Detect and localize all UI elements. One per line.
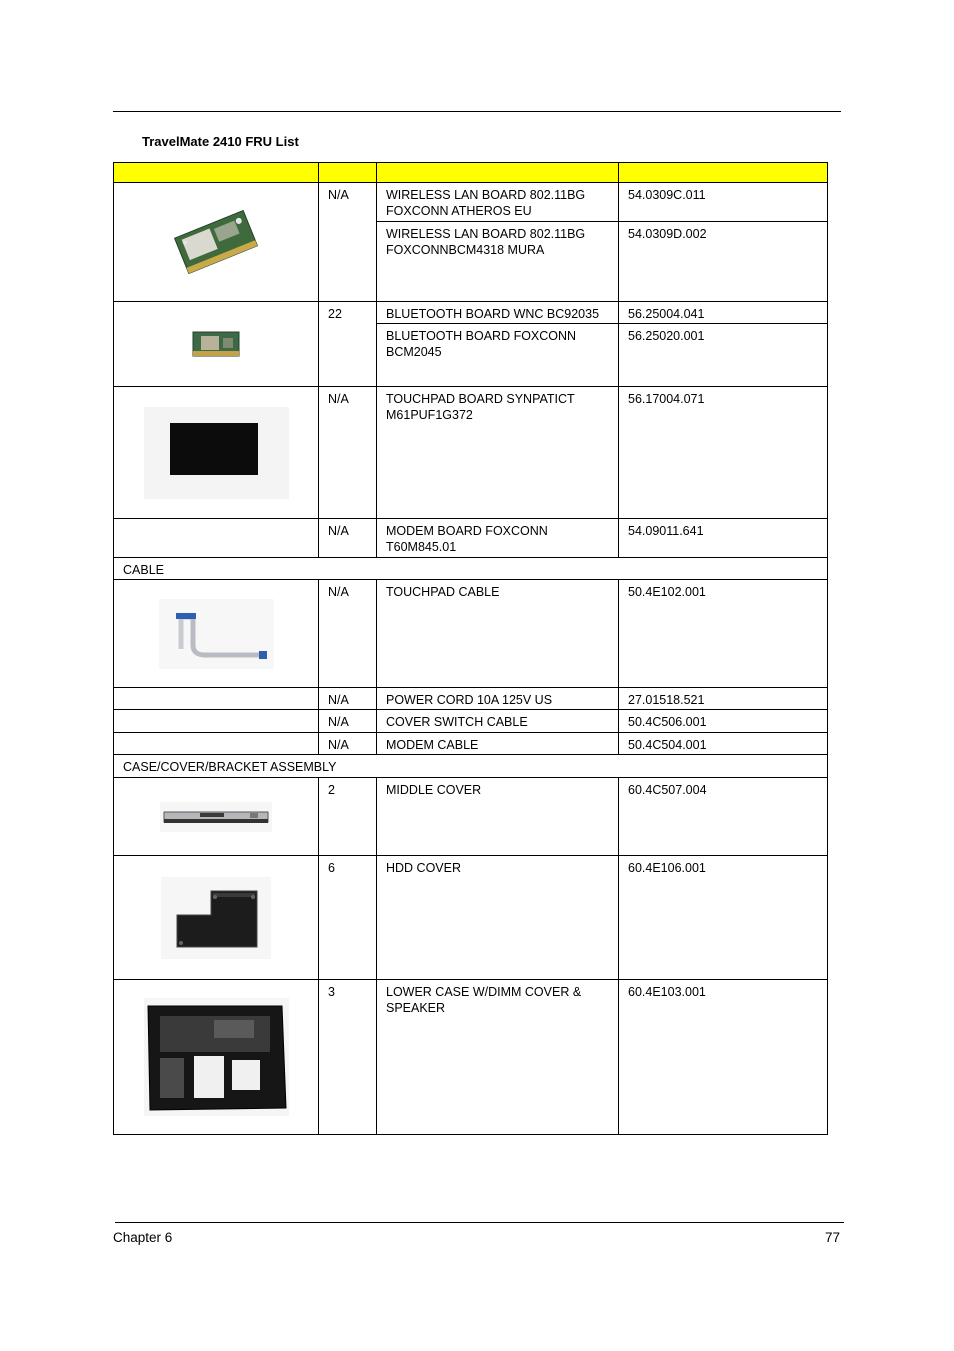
- part-picture-empty: [114, 710, 319, 733]
- table-row: [114, 580, 828, 688]
- part-description: TOUCHPAD CABLE: [377, 580, 619, 688]
- table-row: [114, 387, 828, 519]
- section-row-case: [114, 755, 828, 778]
- touchpad-cable-image: [159, 599, 274, 669]
- part-pn: 60.4C507.004: [619, 778, 828, 856]
- part-pn: 54.0309C.011: [619, 183, 828, 222]
- document-title: TravelMate 2410 FRU List: [142, 134, 299, 149]
- part-pn: 50.4E102.001: [619, 580, 828, 688]
- part-number-index: 22: [319, 302, 377, 387]
- part-picture-empty: [114, 733, 319, 755]
- part-description: BLUETOOTH BOARD WNC BC92035: [377, 302, 619, 324]
- part-number-index: N/A: [319, 519, 377, 558]
- table-row: [114, 980, 828, 1135]
- part-pn: 50.4C504.001: [619, 733, 828, 755]
- part-pn: 60.4E103.001: [619, 980, 828, 1135]
- part-number-index: N/A: [319, 710, 377, 733]
- part-number-index: N/A: [319, 387, 377, 519]
- bluetooth-board-image: [191, 329, 241, 359]
- part-picture-middle-cover: [114, 778, 319, 856]
- part-picture-wireless-lan: [114, 183, 319, 302]
- section-label: CASE/COVER/BRACKET ASSEMBLY: [114, 755, 828, 778]
- touchpad-board-image: [144, 407, 289, 499]
- wireless-lan-board-image: [171, 205, 261, 279]
- part-number-index: N/A: [319, 580, 377, 688]
- header-cell-part-number: [619, 163, 828, 183]
- part-pn: 27.01518.521: [619, 688, 828, 710]
- part-pn: 54.0309D.002: [619, 222, 828, 302]
- header-cell-description: [377, 163, 619, 183]
- part-picture-empty: [114, 519, 319, 558]
- part-description: LOWER CASE W/DIMM COVER & SPEAKER: [377, 980, 619, 1135]
- header-cell-picture: [114, 163, 319, 183]
- part-description: WIRELESS LAN BOARD 802.11BG FOXCONN ATHEROS EU: [377, 183, 619, 222]
- table-row: [114, 519, 828, 558]
- table-row: [114, 778, 828, 856]
- table-row: [114, 183, 828, 222]
- hdd-cover-image: [161, 877, 271, 959]
- middle-cover-image: [160, 802, 272, 832]
- part-number-index: 3: [319, 980, 377, 1135]
- part-picture-hdd-cover: [114, 856, 319, 980]
- part-picture-lower-case: [114, 980, 319, 1135]
- header-cell-no: [319, 163, 377, 183]
- footer-rule: [115, 1222, 844, 1223]
- part-number-index: 2: [319, 778, 377, 856]
- part-picture-empty: [114, 688, 319, 710]
- section-label: CABLE: [114, 558, 828, 580]
- header-rule: [113, 111, 841, 112]
- part-pn: 56.17004.071: [619, 387, 828, 519]
- part-number-index: N/A: [319, 733, 377, 755]
- part-description: MIDDLE COVER: [377, 778, 619, 856]
- part-picture-touchpad: [114, 387, 319, 519]
- part-pn: 56.25020.001: [619, 324, 828, 387]
- part-picture-touchpad-cable: [114, 580, 319, 688]
- part-description: MODEM BOARD FOXCONN T60M845.01: [377, 519, 619, 558]
- table-row: [114, 710, 828, 733]
- table-row: [114, 302, 828, 324]
- lower-case-image: [144, 998, 289, 1116]
- table-row: [114, 856, 828, 980]
- part-number-index: N/A: [319, 688, 377, 710]
- part-number-index: 6: [319, 856, 377, 980]
- table-row: [114, 733, 828, 755]
- part-pn: 54.09011.641: [619, 519, 828, 558]
- part-description: TOUCHPAD BOARD SYNPATICT M61PUF1G372: [377, 387, 619, 519]
- part-description: HDD COVER: [377, 856, 619, 980]
- part-pn: 60.4E106.001: [619, 856, 828, 980]
- part-pn: 56.25004.041: [619, 302, 828, 324]
- part-description: BLUETOOTH BOARD FOXCONN BCM2045: [377, 324, 619, 387]
- footer-chapter: Chapter 6: [113, 1230, 173, 1245]
- part-picture-bluetooth: [114, 302, 319, 387]
- table-row: [114, 688, 828, 710]
- fru-table: [113, 162, 828, 1135]
- part-description: POWER CORD 10A 125V US: [377, 688, 619, 710]
- footer-page-number: 77: [824, 1230, 840, 1245]
- part-pn: 50.4C506.001: [619, 710, 828, 733]
- table-header-row: [114, 163, 828, 183]
- part-description: WIRELESS LAN BOARD 802.11BG FOXCONNBCM4318 MURA: [377, 222, 619, 302]
- section-row-cable: [114, 558, 828, 580]
- part-number-index: N/A: [319, 183, 377, 302]
- part-description: COVER SWITCH CABLE: [377, 710, 619, 733]
- part-description: MODEM CABLE: [377, 733, 619, 755]
